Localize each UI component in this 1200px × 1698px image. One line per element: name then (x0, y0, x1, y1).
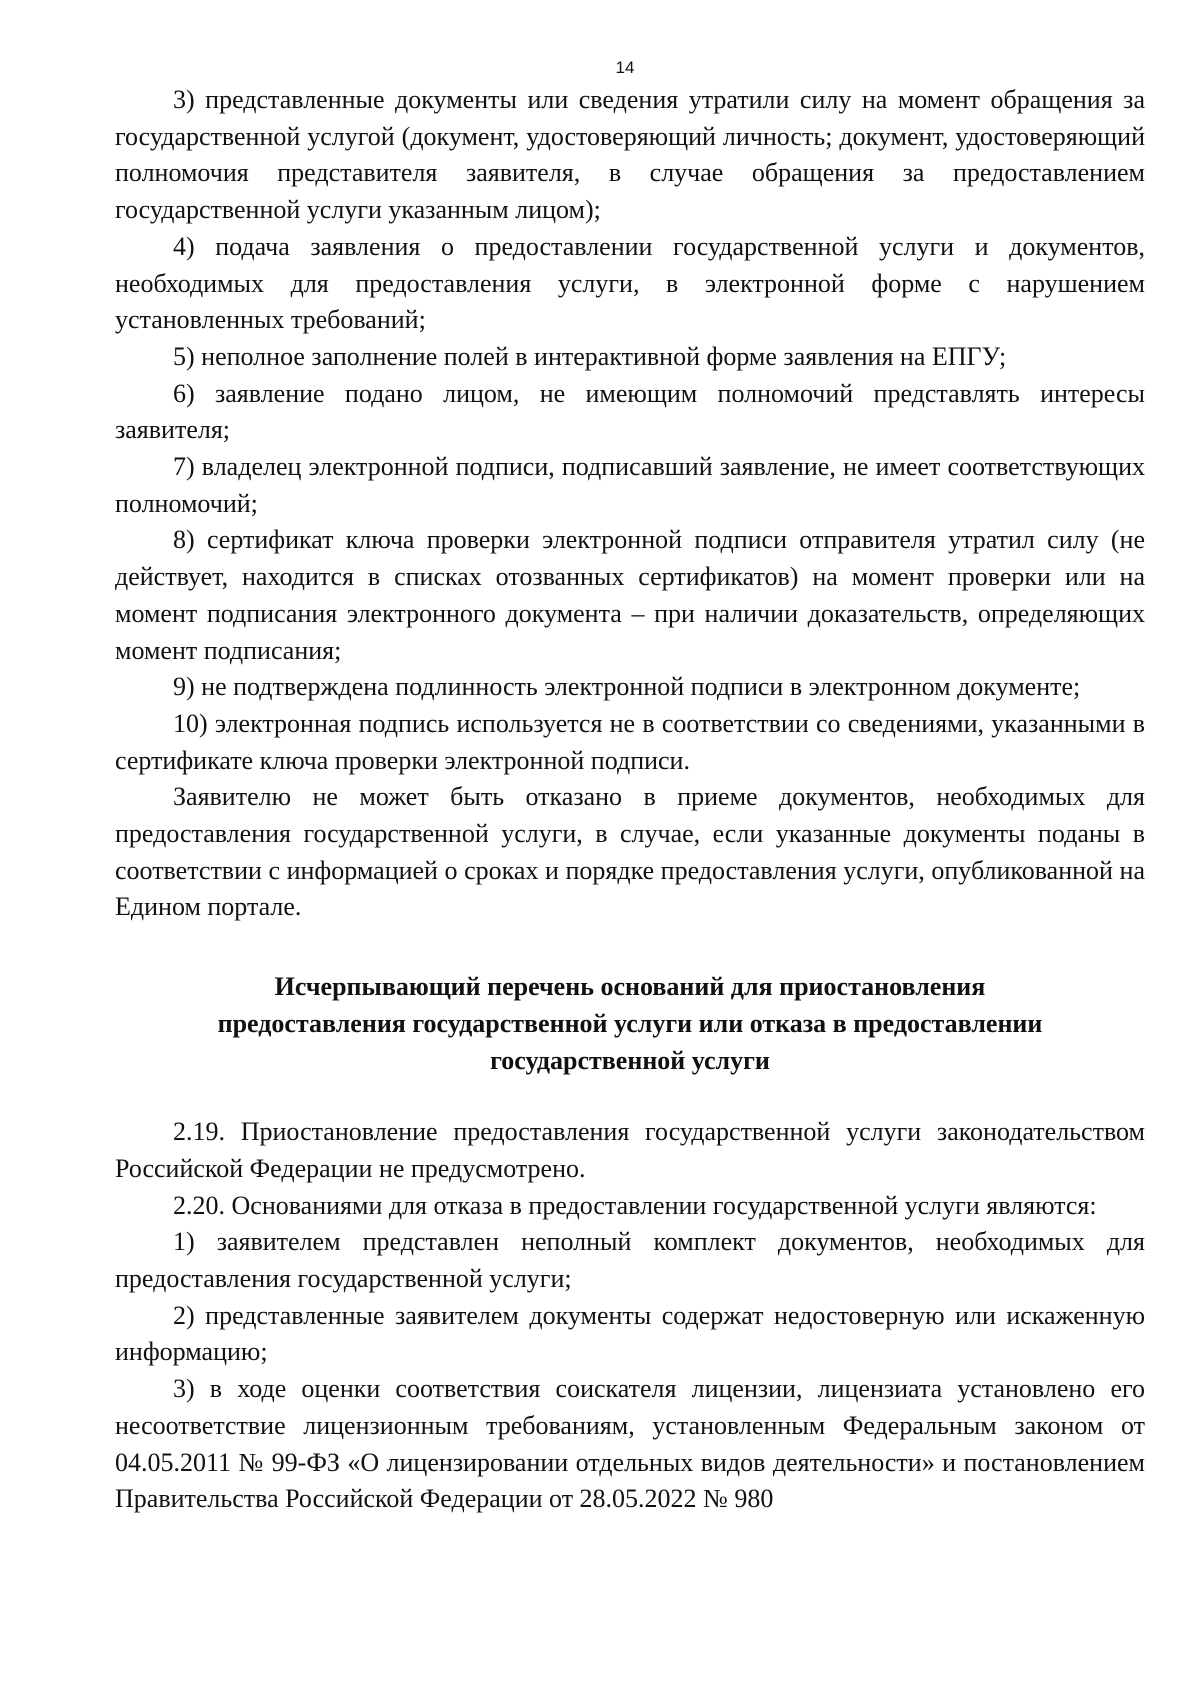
paragraph-no-refusal-note: Заявителю не может быть отказано в приеме документов, необходимых для предоставления государственной услуги, в случае, если указанные документы поданы в соответствии с информацией о сроках и порядке предоставления услуги, опубликованной на Едином портале. (115, 782, 1145, 922)
paragraph-item-5-incomplete-fields: 5) неполное заполнение полей в интерактивной форме заявления на ЕПГУ; (173, 341, 1007, 371)
paragraph-item-9-signature-authenticity: 9) не подтверждена подлинность электронной подписи в электронном документе; (173, 672, 1081, 702)
section-heading (115, 926, 1145, 1114)
heading-line-1: Исчерпывающий перечень оснований для приостановления (274, 972, 986, 1002)
document-body (115, 82, 1145, 1518)
paragraph-item-10-signature-misuse: 10) электронная подпись используется не в соответствии со сведениями, указанными в сертификате ключа проверки электронной подписи. (115, 708, 1145, 775)
paragraph-item-6-no-authority: 6) заявление подано лицом, не имеющим полномочий представлять интересы заявителя; (115, 378, 1145, 445)
paragraph-2-20: 2.20. Основаниями для отказа в предоставлении государственной услуги являются: (173, 1190, 1097, 1220)
paragraph-item-8-certificate-expired: 8) сертификат ключа проверки электронной подписи отправителя утратил силу (не действует, находится в списках отозванных сертификатов) на момент проверки или на момент подписания электронного документа – при наличии доказательств, определяющих момент подписания; (115, 525, 1145, 665)
heading-line-2: предоставления государственной услуги или отказа в предоставлении (217, 1009, 1043, 1039)
paragraph-item-4-electronic-form-violation: 4) подача заявления о предоставлении государственной услуги и документов, необходимых для предоставления услуги, в электронной форме с нарушением установленных требований; (115, 231, 1145, 335)
heading-line-3: государственной услуги (490, 1046, 770, 1076)
paragraph-refusal-item-2: 2) представленные заявителем документы содержат недостоверную или искаженную информацию; (115, 1300, 1145, 1367)
paragraph-refusal-item-3: 3) в ходе оценки соответствия соискателя лицензии, лицензиата установлено его несоответствие лицензионным требованиям, установленным Федеральным законом от 04.05.2011 № 99-ФЗ «О лицензировании отдельных видов деятельности» и постановлением Правительства Российской Федерации от 28.05.2022 № 980 (115, 1374, 1145, 1514)
paragraph-2-19: 2.19. Приостановление предоставления государственной услуги законодательством Российской Федерации не предусмотрено. (115, 1117, 1145, 1183)
page-number: 14 (615, 58, 635, 77)
paragraph-item-7-signature-owner: 7) владелец электронной подписи, подписавший заявление, не имеет соответствующих полномочий; (115, 452, 1145, 518)
paragraph-refusal-item-1: 1) заявителем представлен неполный комплект документов, необходимых для предоставления государственной услуги; (115, 1227, 1145, 1293)
paragraph-item-3-expired-documents: 3) представленные документы или сведения утратили силу на момент обращения за государственной услугой (документ, удостоверяющий личность; документ, удостоверяющий полномочия представителя заявителя, в случае обращения за предоставлением государственной услуги указанным лицом); (115, 85, 1145, 225)
